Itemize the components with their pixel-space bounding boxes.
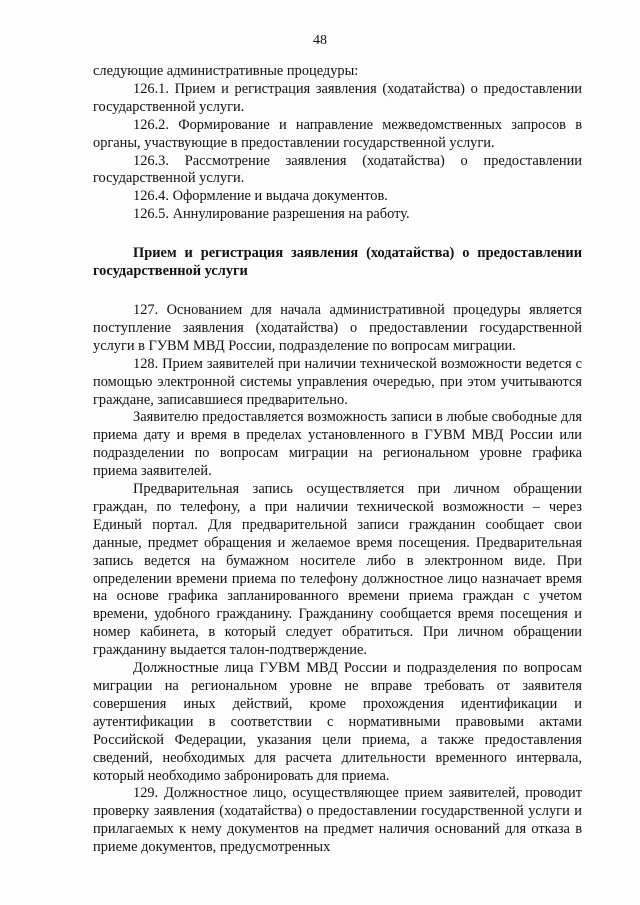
page-number: 48 [313,33,327,48]
paragraph: 129. Должностное лицо, осуществляющее прием заявителей, проводит проверку заявления (ходатайства) о предоставлении государственной услуги и прилагаемых к нему документов на предмет наличия оснований для отказа в приеме документов, предусмотренных [93,785,582,856]
section-heading: Прием и регистрация заявления (ходатайства) о предоставлении государственной услуги [93,245,582,280]
list-item: 126.1. Прием и регистрация заявления (ходатайства) о предоставлении государственной услуги. [93,80,582,115]
paragraph: Предварительная запись осуществляется при личном обращении граждан, по телефону, а при наличии технической возможности – через Единый портал. Для предварительной записи гражданин сообщает свои данные, предмет обращения и желаемое время посещения. Предварительная запись ведется на бумажном носителе либо в электронном виде. При определении времени приема по телефону должностное лицо назначает время на основе графика запланированного времени приема граждан с учетом времени, удобного гражданину. Гражданину сообщается время посещения и номер кабинета, в который следует обратиться. При личном обращении гражданину выдается талон-подтверждение. [93,481,582,659]
list-item: 126.3. Рассмотрение заявления (ходатайства) о предоставлении государственной услуги. [93,152,582,187]
page-content [93,63,582,857]
list-item: 126.5. Аннулирование разрешения на работу. [133,206,410,223]
list-item: 126.4. Оформление и выдача документов. [133,188,388,205]
paragraph: 127. Основанием для начала административной процедуры является поступление заявления (ходатайства) о предоставлении государственной услуги в ГУВМ МВД России, подразделение по вопросам миграции. [93,301,582,354]
list-item: 126.2. Формирование и направление межведомственных запросов в органы, участвующие в предоставлении государственной услуги. [93,116,582,151]
paragraph: Заявителю предоставляется возможность записи в любые свободные для приема дату и время в пределах установленного в ГУВМ МВД России или подразделении по вопросам миграции на региональном уровне графика приема заявителей. [93,409,582,480]
paragraph: Должностные лица ГУВМ МВД России и подразделения по вопросам миграции на региональном уровне не вправе требовать от заявителя совершения иных действий, кроме прохождения идентификации и аутентификации в соответствии с нормативными правовыми актами Российской Федерации, указания цели приема, а также предоставления сведений, необходимых для расчета длительности временного интервала, который необходимо забронировать для приема. [93,660,582,784]
paragraph: 128. Прием заявителей при наличии технической возможности ведется с помощью электронной системы управления очередью, при этом учитываются граждане, записавшиеся предварительно. [93,355,582,408]
paragraph: следующие административные процедуры: [93,63,359,79]
